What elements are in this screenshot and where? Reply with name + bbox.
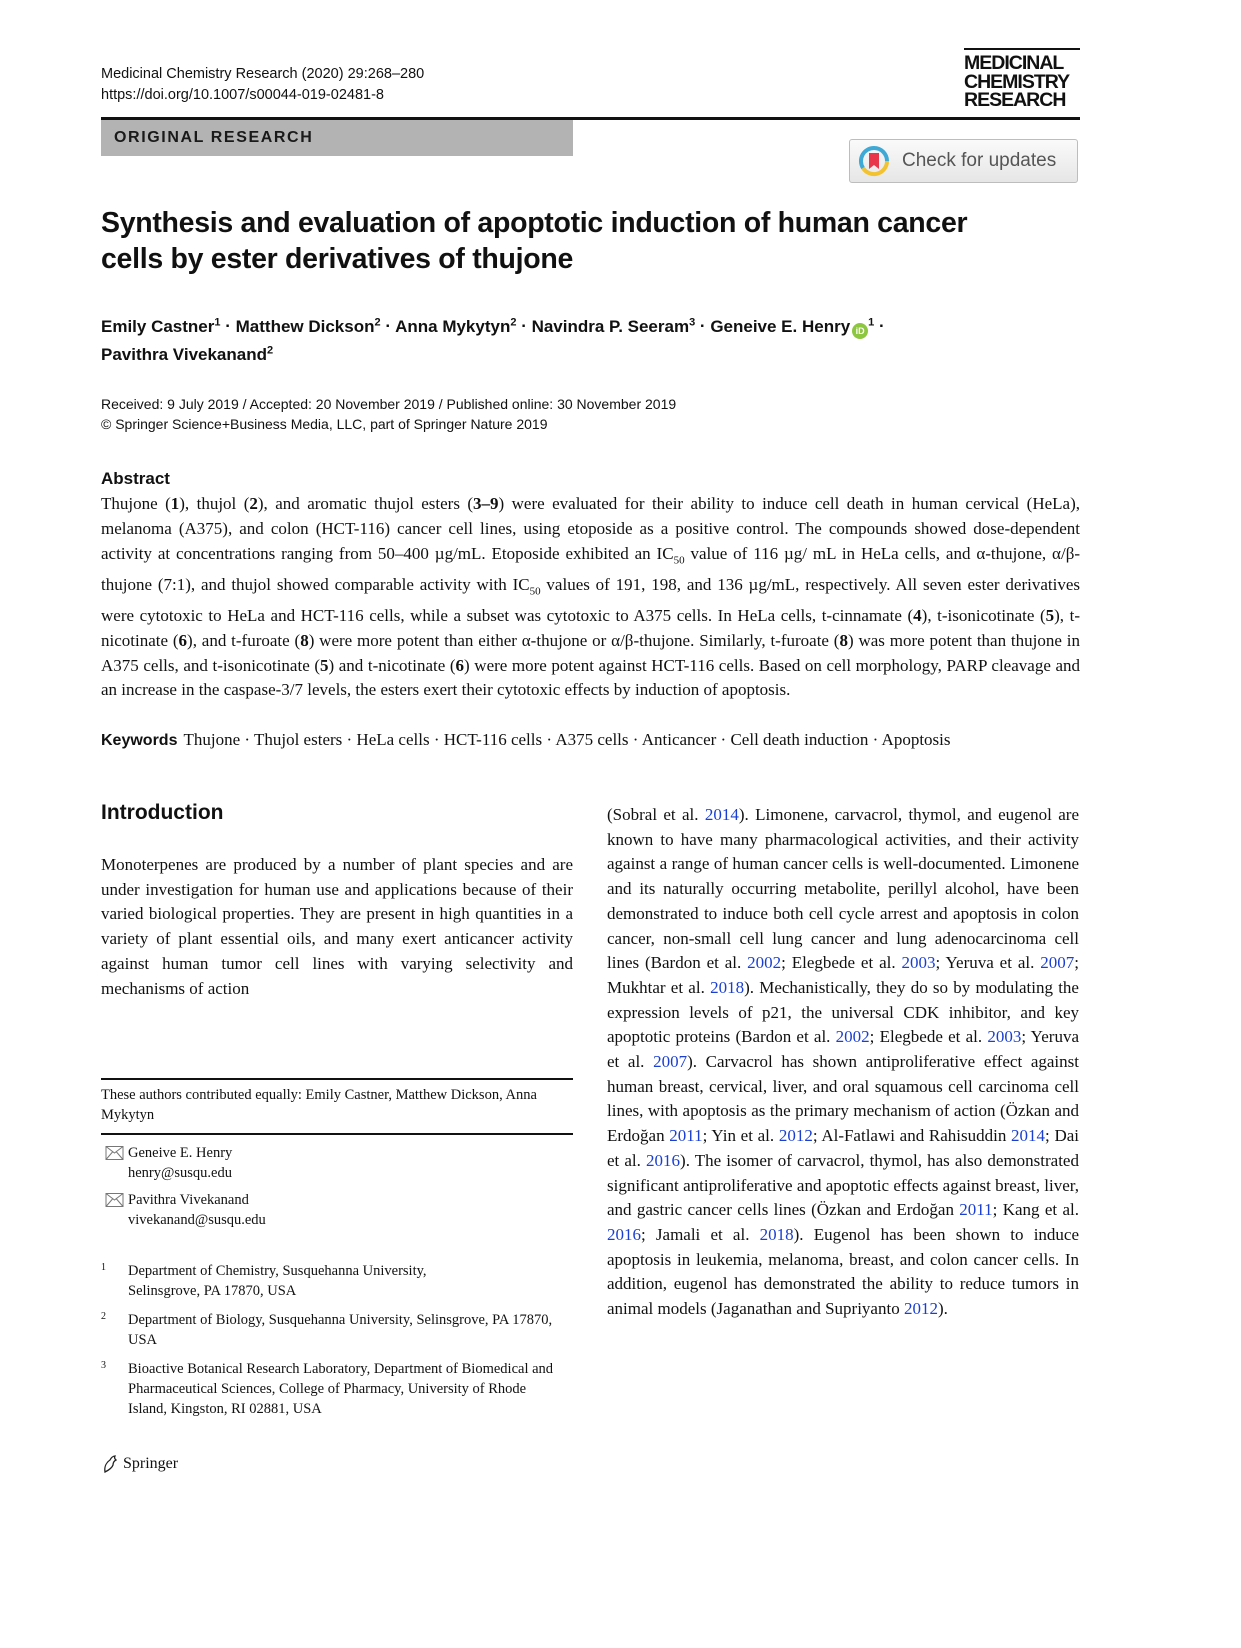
affiliation-number: 3: [101, 1360, 106, 1371]
body-text: ). The isomer of carvacrol, thymol, has also demonstrated significant antiproliferative and apoptotic effects against breast, liver, and gastric cancer cells lines (Özkan and Erdoğan: [607, 1150, 1079, 1220]
affiliation-text: Bioactive Botanical Research Laboratory, Department of Biomedical and Pharmaceutical Sciences, College of Pharmacy, University of Rhode Island, Kingston, RI 02881, USA: [128, 1361, 554, 1417]
author[interactable]: Emily Castner$^1$: [101, 316, 221, 336]
corresponding-email[interactable]: vivekanand@susqu.edu: [128, 1212, 266, 1228]
keywords-list: Thujone · Thujol esters · HeLa cells · HCT-116 cells · A375 cells · Anticancer · Cell death induction · Apoptosis: [183, 730, 951, 749]
springer-horse-icon: [101, 1454, 119, 1474]
footnote-divider: [101, 1133, 573, 1135]
publication-dates: [101, 394, 676, 434]
body-text: ). Carvacrol has shown antiproliferative effect against human breast, cervical, liver, and oral squamous cell carcinoma cell lines, with apoptosis as the primary mechanism of action (Özkan and Erdoğan: [607, 1052, 1079, 1146]
citation-link[interactable]: 2003: [987, 1027, 1022, 1047]
body-text: ; Mukhtar et al.: [607, 953, 1079, 997]
equal-contribution-note: These authors contributed equally: Emily Castner, Matthew Dickson, Anna Mykytyn: [101, 1087, 537, 1123]
body-text: ; Elegbede et al.: [781, 953, 902, 973]
publisher-name: Springer: [123, 1455, 179, 1472]
affiliation-number: 1: [101, 1262, 106, 1273]
citation-link[interactable]: 2018: [759, 1224, 794, 1244]
corresponding-author: [101, 1143, 573, 1183]
body-text: ; Al-Fatlawi and Rahisuddin: [812, 1126, 1012, 1146]
doi-link[interactable]: https://doi.org/10.1007/s00044-019-02481-8: [101, 87, 384, 103]
body-text: ).: [937, 1299, 948, 1319]
journal-citation: Medicinal Chemistry Research (2020) 29:268–280: [101, 66, 425, 82]
citation-link[interactable]: 2007: [653, 1052, 688, 1072]
body-text: (Sobral et al.: [607, 805, 705, 824]
corresponding-email[interactable]: henry@susqu.edu: [128, 1165, 232, 1181]
citation-link[interactable]: 2012: [903, 1299, 938, 1319]
envelope-icon: [101, 1190, 128, 1207]
author[interactable]: Geneive E. Henry $iD^1$: [710, 317, 874, 336]
title-line: Synthesis and evaluation of apoptotic induction of human cancer: [101, 207, 968, 239]
envelope-icon: [101, 1143, 128, 1160]
journal-logo: [964, 48, 1080, 110]
corresponding-author: [101, 1190, 573, 1230]
separator: ·: [874, 316, 885, 336]
intro-left-column: Monoterpenes are produced by a number of plant species and are under investigation for human use and applications because of their varied biological properties. They are present in high quantities in a variety of plant essential oils, and many exert anticancer activity against human tumor cell lines with varying selectivity and mechanisms of action: [101, 855, 573, 998]
logo-line: CHEMISTRY: [964, 70, 1070, 93]
corresponding-name: Geneive E. Henry: [128, 1145, 233, 1161]
body-text: ). Mechanistically, they do so by modulating the expression levels of p21, the universal CDK inhibitor, and key apoptotic proteins (Bardon et al.: [607, 977, 1079, 1047]
citation-link[interactable]: 2003: [901, 953, 936, 973]
logo-line: RESEARCH: [964, 89, 1066, 111]
affiliation: [101, 1310, 573, 1350]
corresponding-name: Pavithra Vivekanand: [128, 1192, 249, 1208]
orcid-icon[interactable]: iD: [852, 323, 868, 339]
citation-link[interactable]: 2014: [704, 805, 739, 824]
abstract-heading: Abstract: [101, 469, 170, 488]
separator: ·: [220, 316, 236, 336]
title-line: cells by ester derivatives of thujone: [101, 243, 573, 275]
body-text: ). Limonene, carvacrol, thymol, and eugenol are known to have many pharmacological activities, and their activity against a range of human cancer cells is well-documented. Limonene and its naturally occurring metabolite, perillyl alcohol, have been demonstrated to induce both cell cycle arrest and apoptosis in colon cancer, non-small cell lung cancer and lung adenocarcinoma cell lines (Bardon et al.: [607, 805, 1079, 973]
author[interactable]: Navindra P. Seeram$^3$: [531, 316, 696, 336]
author[interactable]: Anna Mykytyn$^2$: [395, 316, 517, 336]
abstract-body: Thujone (1), thujol (2), and aromatic thujol esters (3–9) were evaluated for their ability to induce cell death in human cervical (HeLa), melanoma (A375), and colon (HCT-116) cancer cell lines, using etoposide as a positive control. The compounds showed dose-dependent activity at concentrations ranging from 50–400 µg/mL. Etoposide exhibited an $IC_{50}$ value of 116 µg/ mL in HeLa cells, and α-thujone, α/β-thujone (7:1), and thujol showed comparable activity with $IC_{50}$ values of 191, 198, and 136 µg/mL, respectively. All seven ester derivatives were cytotoxic to HeLa and HCT-116 cells, while a subset was cytotoxic to A375 cells. In HeLa cells, t-cinnamate (4), t-isonicotinate (5), t-nicotinate (6), and t-furoate (8) were more potent than either α-thujone or α/β-thujone. Similarly, t-furoate (8) was more potent than thujone in A375 cells, and t-isonicotinate (5) and t-nicotinate (6) were more potent against HCT-116 cells. Based on cell morphology, PARP cleavage and an increase in the caspase-3/7 levels, the esters exert their cytotoxic effects by induction of apoptosis.: [101, 494, 1081, 700]
citation-link[interactable]: 2018: [710, 977, 745, 997]
citation-link[interactable]: 2012: [778, 1126, 813, 1146]
citation-link[interactable]: 2011: [669, 1126, 703, 1146]
body-text: ; Yeruva et al.: [935, 953, 1041, 973]
section-tag-label: ORIGINAL RESEARCH: [114, 129, 314, 146]
footnote-divider: [101, 1078, 573, 1080]
body-text: ; Yin et al.: [702, 1126, 779, 1146]
intro-right-column: [607, 803, 1079, 1322]
citation-link[interactable]: 2002: [835, 1027, 870, 1047]
body-text: ; Dai et al.: [607, 1126, 1079, 1170]
publisher-footer: [101, 1454, 178, 1474]
separator: ·: [695, 316, 711, 336]
citation-link[interactable]: 2002: [747, 953, 782, 973]
check-for-updates-button[interactable]: [849, 139, 1078, 183]
affiliation-text: Department of Biology, Susquehanna University, Selinsgrove, PA 17870, USA: [128, 1312, 553, 1348]
affiliation: [101, 1261, 573, 1301]
affiliation-number: 2: [101, 1311, 106, 1322]
article-title: [101, 205, 1001, 277]
check-updates-icon: [858, 145, 890, 177]
body-text: ; Yeruva et al.: [607, 1027, 1079, 1072]
citation-link[interactable]: 2016: [646, 1150, 681, 1170]
citation-link[interactable]: 2014: [1011, 1126, 1046, 1146]
history-dates: Received: 9 July 2019 / Accepted: 20 November 2019 / Published online: 30 November 2019: [101, 396, 677, 412]
keywords-heading: Keywords: [101, 732, 178, 749]
author[interactable]: Matthew Dickson$^2$: [235, 316, 381, 336]
journal-header: [101, 64, 424, 106]
section-tag: [101, 120, 573, 156]
author[interactable]: Pavithra Vivekanand$^2$: [101, 344, 274, 365]
body-text: ). Eugenol has been shown to induce apoptosis in leukemia, melanoma, breast, and colon cancer cells. In addition, eugenol has demonstrated the ability to reduce tumors in animal models (Jaganathan and Supriyanto: [607, 1224, 1080, 1319]
author-list: [101, 310, 1001, 367]
keywords: [101, 728, 1080, 753]
separator: ·: [380, 316, 396, 336]
logo-line: MEDICINAL: [964, 52, 1064, 74]
copyright: © Springer Science+Business Media, LLC, part of Springer Nature 2019: [101, 416, 548, 432]
citation-link[interactable]: 2016: [607, 1224, 641, 1244]
introduction-heading: Introduction: [101, 801, 224, 824]
affiliation-text: Department of Chemistry, Susquehanna University, Selinsgrove, PA 17870, USA: [128, 1263, 427, 1299]
check-updates-label: Check for updates: [902, 150, 1057, 171]
body-text: ; Jamali et al.: [641, 1224, 760, 1244]
separator: ·: [516, 316, 532, 336]
citation-link[interactable]: 2007: [1040, 953, 1075, 973]
affiliation: [101, 1359, 573, 1419]
body-text: ; Elegbede et al.: [869, 1027, 988, 1047]
citation-link[interactable]: 2011: [959, 1200, 993, 1220]
body-text: ; Kang et al.: [992, 1200, 1079, 1220]
